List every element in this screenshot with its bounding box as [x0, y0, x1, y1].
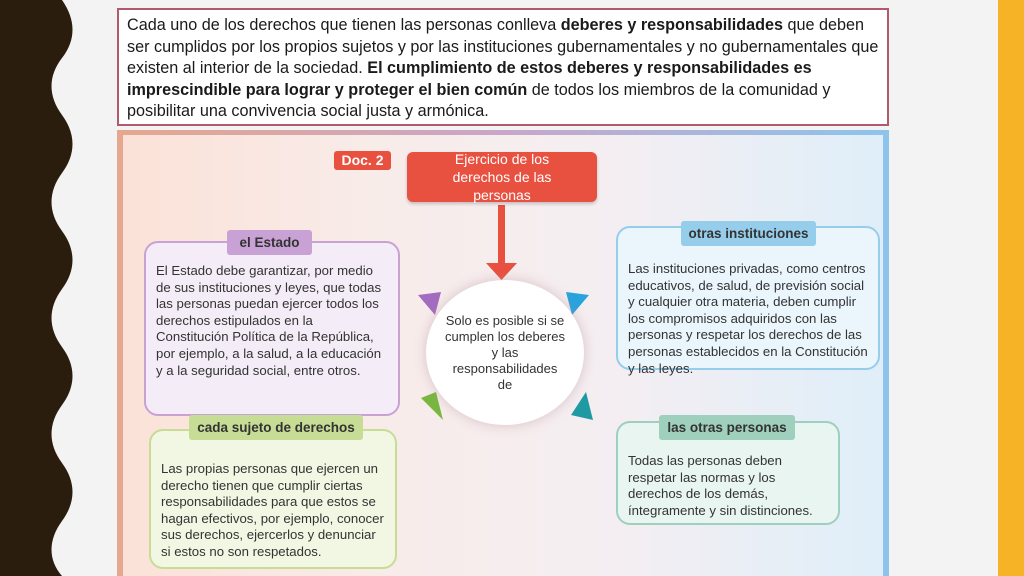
arrow-top-left-icon — [418, 292, 441, 315]
diagram-title-text: Ejercicio de los derechos de las personas — [452, 151, 552, 203]
tag-otras-instituciones: otras instituciones — [681, 221, 816, 246]
doc-label: Doc. 2 — [334, 151, 391, 170]
tag-sujeto-derechos: cada sujeto de derechos — [189, 415, 363, 440]
panel-otras-personas-text: Todas las personas deben respetar las normas y los derechos de los demás, íntegramente y sin distinciones. — [628, 453, 813, 518]
accent-bar — [998, 0, 1024, 576]
intro-bold-common-good: El cumplimiento de estos deberes y responsabilidades es imprescindible para lograr y proteger el bien común — [127, 59, 812, 99]
arrow-bottom-left-icon — [421, 392, 443, 420]
intro-text-part: de todos los miembros de la comunidad y posibilitar una convivencia social justa y armónica. — [127, 80, 831, 120]
intro-text-box — [117, 8, 889, 126]
panel-sujeto-derechos — [149, 429, 397, 569]
panel-estado-text: El Estado debe garantizar, por medio de sus instituciones y leyes, que todas las personas puedan ejercer todos los derechos estipulados en la Constitución Política de la República, por ejemplo, a la salud, a la educación y a la seguridad social, entre otros. — [156, 263, 382, 378]
panel-otras-instituciones-text: Las instituciones privadas, como centros educativos, de salud, de previsión social y cualquier otra materia, deben cumplir los compromisos adquiridos con las personas y respetar los derechos de las personas establecidos en la Constitución y las leyes. — [628, 261, 868, 376]
wavy-border-decoration — [0, 0, 74, 576]
intro-text-part: Cada uno de los derechos que tienen las personas conlleva — [127, 16, 561, 34]
intro-text-part: que deben ser cumplidos por los propios sujetos y por las instituciones gubernamentales y no gubernamentales que existen al interior de la sociedad. — [127, 16, 879, 77]
panel-otras-instituciones — [616, 226, 880, 376]
arrow-bottom-right-icon — [571, 392, 593, 420]
down-arrow-icon — [486, 205, 517, 280]
tag-otras-personas: las otras personas — [659, 415, 795, 440]
panel-sujeto-derechos-text: Las propias personas que ejercen un derecho tienen que cumplir ciertas responsabilidades para que estos se hagan efectivos, por ejemplo, conocer sus derechos, ejercerlos y denunciar si estos no son respetados. — [161, 461, 384, 559]
tag-estado: el Estado — [227, 230, 312, 255]
panel-estado — [144, 241, 400, 416]
intro-bold-duties: deberes y responsabilidades — [560, 16, 783, 34]
center-text: Solo es posible si se cumplen los deberes y las responsabilidades de — [445, 312, 565, 392]
center-circle — [426, 280, 584, 425]
rights-diagram — [117, 130, 889, 576]
diagram-title — [407, 152, 597, 202]
